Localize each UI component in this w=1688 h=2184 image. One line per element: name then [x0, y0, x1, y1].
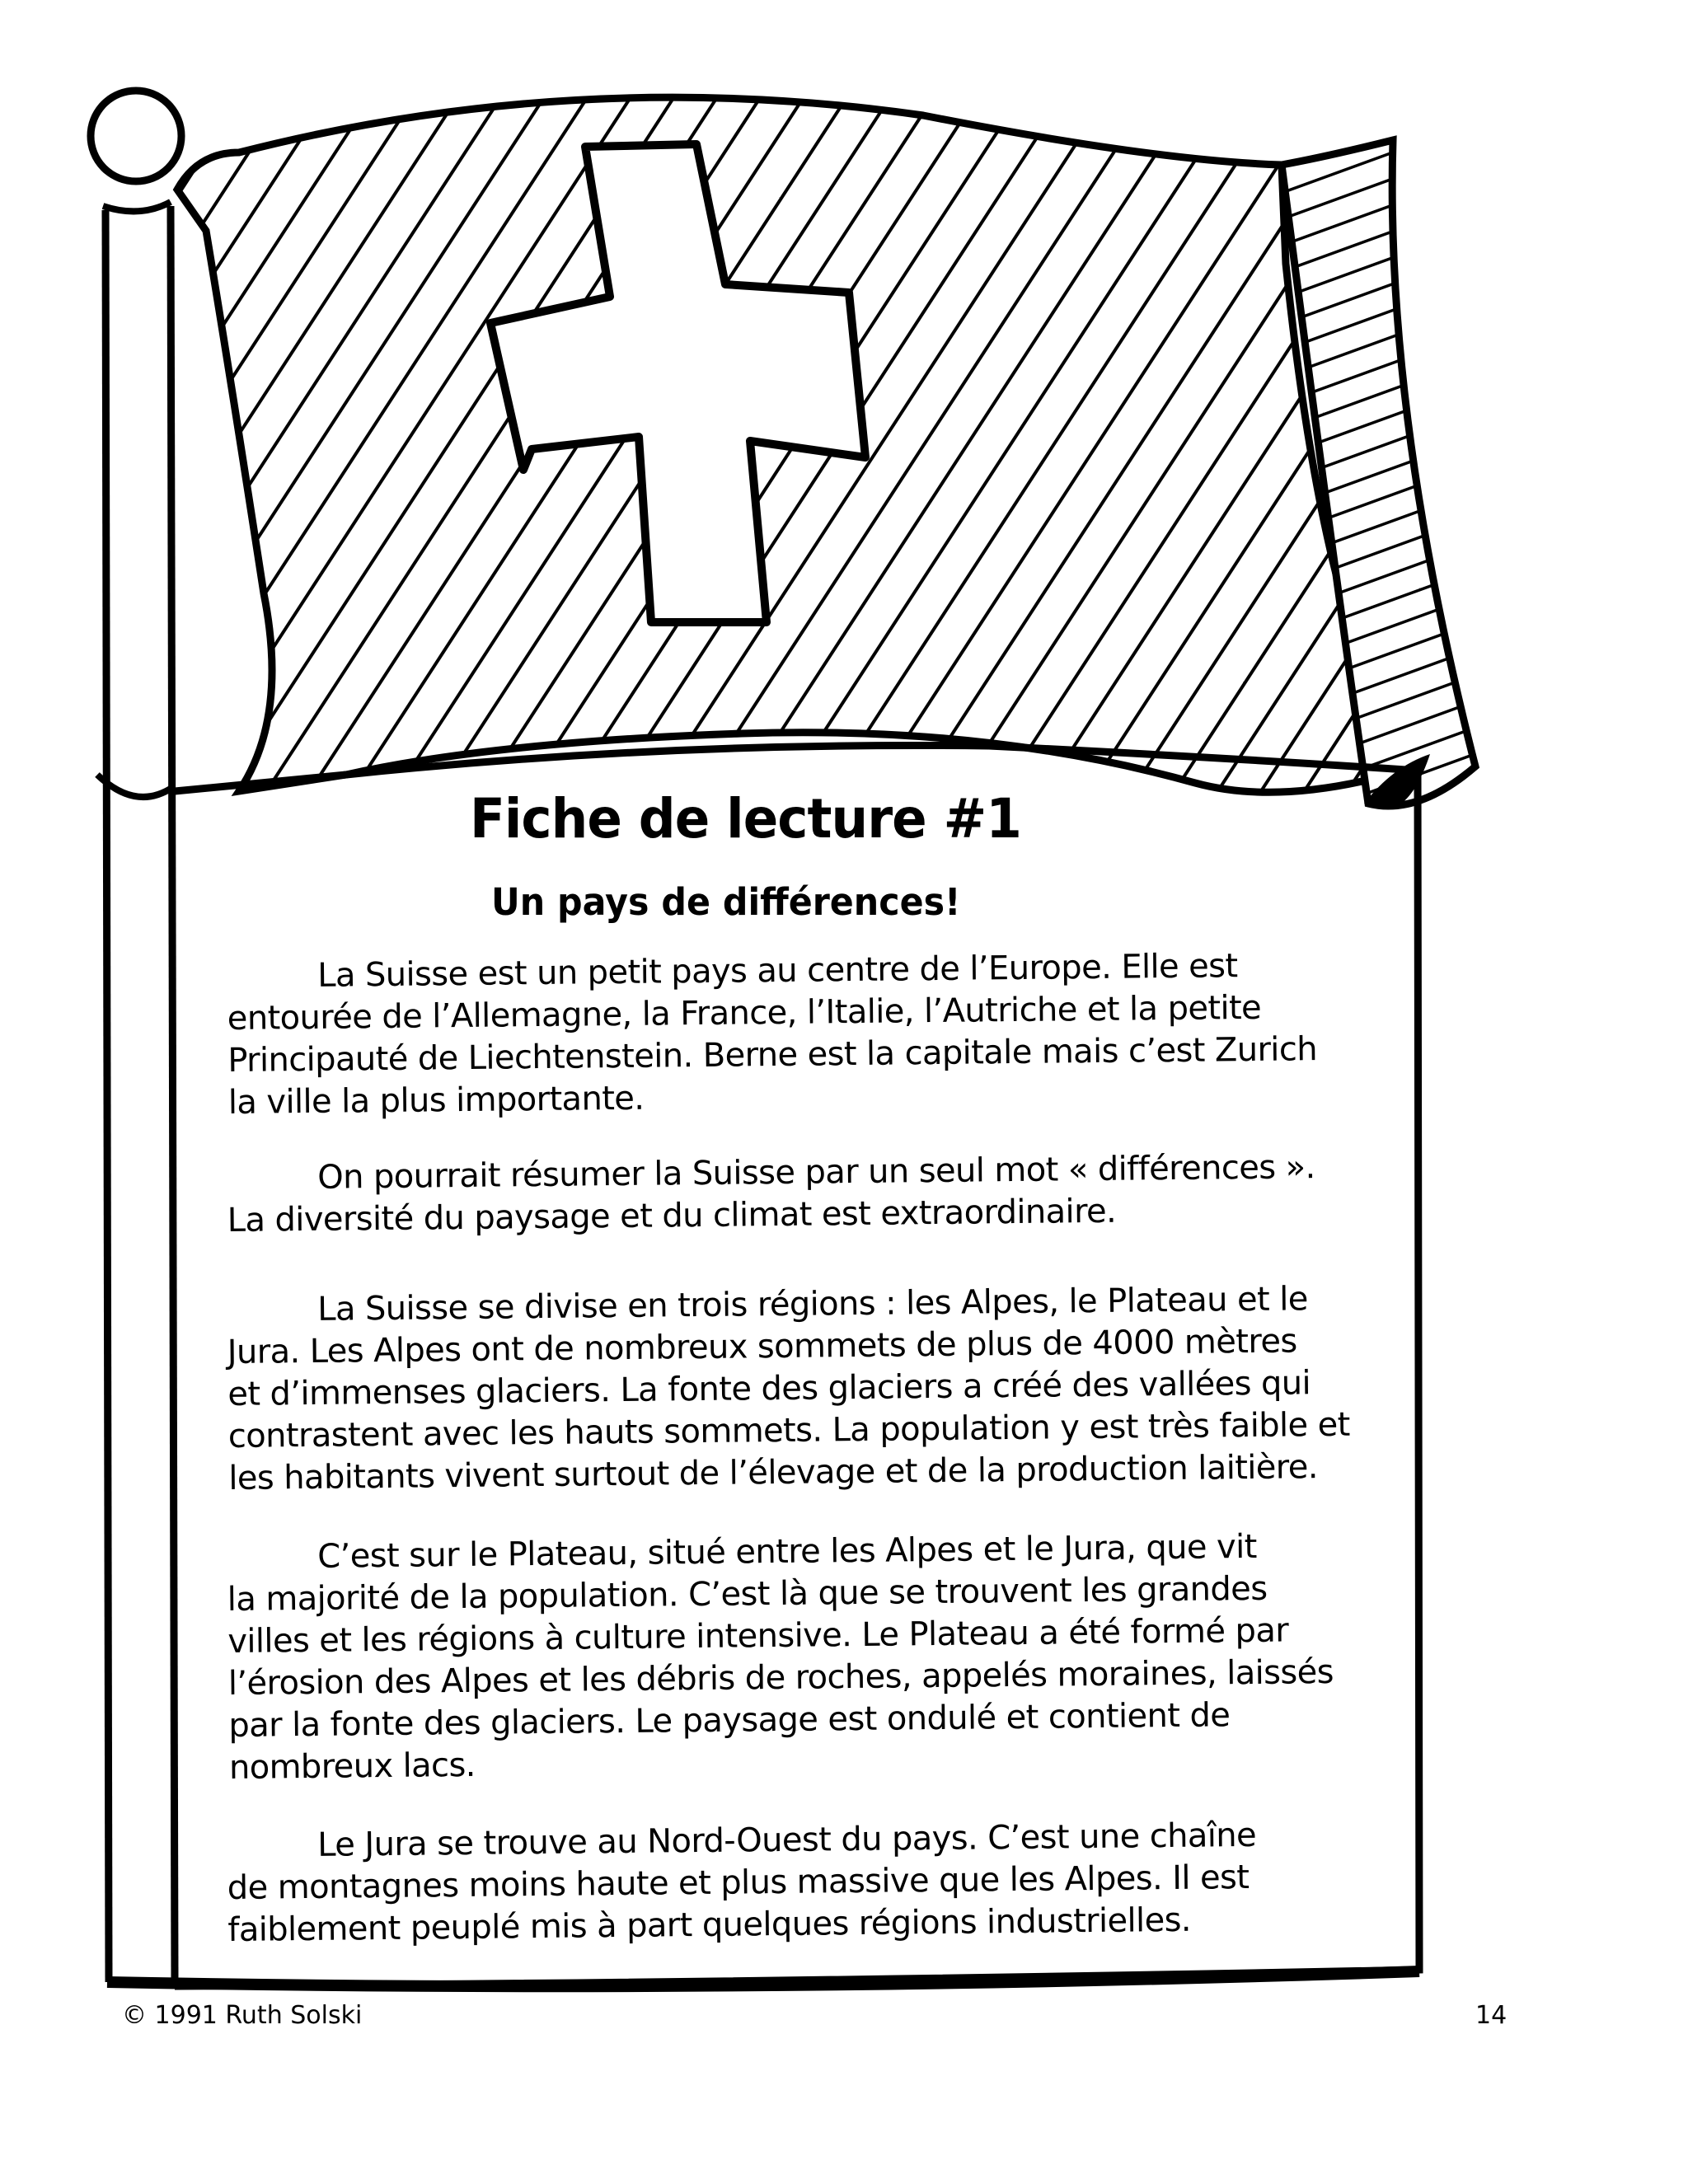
worksheet-title: Fiche de lecture #1 — [470, 787, 1021, 851]
paragraph-regions-alpes — [227, 1277, 1482, 1500]
copyright-notice: © 1991 Ruth Solski — [122, 2001, 363, 2030]
paragraph-location — [227, 943, 1481, 1124]
paragraph-plateau — [227, 1524, 1482, 1789]
paragraph-text: C’est sur le Plateau, situé entre les Alpes et le Jura, que vit la majorité de la population. C’est là que se trouvent les grandes villes et les régions à culture intensive. Le Plateau a été formé par l’érosion des Alpes et les débris de roches, appelés moraines, laissés par la fonte des glaciers. Le paysage est ondulé et contient de nombreux lacs. — [227, 1527, 1334, 1787]
paragraph-text: Le Jura se trouve au Nord-Ouest du pays. C’est une chaîne de montagnes moins haute et plus massive que les Alpes. Il est faiblement peuplé mis à part quelques régions industrielles. — [227, 1816, 1257, 1949]
paragraph-text: La Suisse se divise en trois régions : les Alpes, le Plateau et le Jura. Les Alpes ont de nombreux sommets de plus de 4000 mètres et d’immenses glaciers. La fonte des glaciers a créé des vallées qui contrastent avec les hauts sommets. La population y est très faible et les habitants vivent surtout de l’élevage et de la production laitière. — [227, 1280, 1350, 1497]
paragraph-jura — [227, 1812, 1481, 1952]
paragraph-text: On pourrait résumer la Suisse par un seul mot « différences ». La diversité du paysage et du climat est extraordinaire. — [227, 1148, 1315, 1240]
page-number: 14 — [1475, 2001, 1507, 2030]
flagpole — [97, 202, 175, 1982]
pole-finial — [91, 91, 181, 181]
worksheet-subtitle: Un pays de différences! — [491, 880, 961, 924]
paragraph-differences — [227, 1145, 1480, 1242]
paragraph-text: La Suisse est un petit pays au centre de l’Europe. Elle est entourée de l’Allemagne, la France, l’Italie, l’Autriche et la petite Principauté de Liechtenstein. Berne est la capitale mais c’est Zurich la ville la plus importante. — [227, 947, 1318, 1122]
